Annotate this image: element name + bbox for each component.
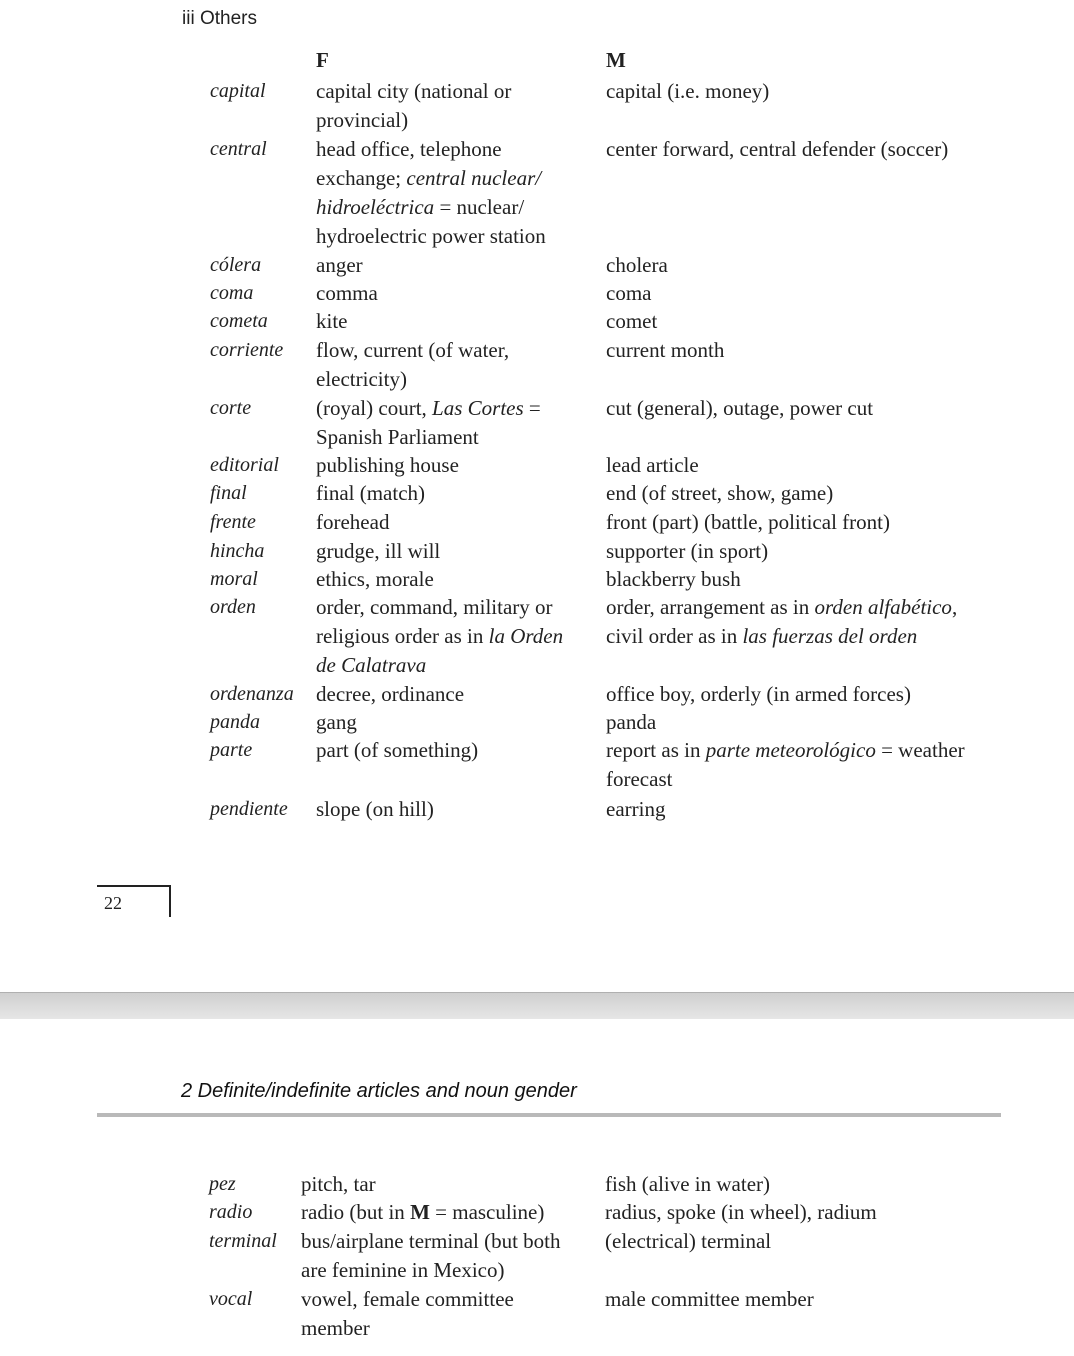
masculine-meaning: panda	[606, 710, 657, 734]
spanish-term: hincha	[210, 540, 265, 562]
masculine-meaning: radius, spoke (in wheel), radium	[605, 1200, 877, 1224]
feminine-meaning: final (match)	[316, 481, 426, 505]
masculine-meaning: office boy, orderly (in armed forces)	[606, 682, 911, 706]
feminine-meaning: kite	[316, 309, 348, 333]
spanish-term: coma	[210, 282, 254, 304]
feminine-meaning: vowel, female committee member	[301, 1287, 514, 1340]
feminine-meaning: anger	[316, 253, 363, 277]
spanish-term: vocal	[209, 1288, 253, 1310]
spanish-term: central	[210, 138, 267, 160]
masculine-meaning: comet	[606, 309, 658, 333]
spanish-term: cólera	[210, 254, 262, 276]
masculine-meaning: blackberry bush	[606, 567, 741, 591]
spanish-term: corriente	[210, 339, 284, 361]
spanish-term: pez	[209, 1173, 236, 1195]
masculine-meaning: coma	[606, 281, 652, 305]
feminine-meaning: ethics, morale	[316, 567, 434, 591]
spanish-term: capital	[210, 80, 266, 102]
page-divider	[0, 992, 1074, 1019]
spanish-term: radio	[209, 1201, 253, 1223]
spanish-term: moral	[210, 568, 258, 590]
spanish-term: parte	[210, 739, 253, 761]
feminine-meaning: capital city (national or provincial)	[316, 79, 512, 132]
masculine-meaning: (electrical) terminal	[605, 1229, 772, 1253]
spanish-term: editorial	[210, 454, 279, 476]
column-header-masculine: M	[606, 48, 626, 72]
spanish-term: cometa	[210, 310, 268, 332]
masculine-meaning: supporter (in sport)	[606, 539, 769, 563]
feminine-meaning: publishing house	[316, 453, 459, 477]
spanish-term: terminal	[209, 1230, 277, 1252]
spanish-term: pendiente	[210, 798, 288, 820]
feminine-meaning: gang	[316, 710, 357, 734]
feminine-meaning: pitch, tar	[301, 1172, 376, 1196]
chapter-rule	[97, 1113, 1001, 1117]
feminine-meaning: forehead	[316, 510, 390, 534]
masculine-meaning: order, arrangement as in orden alfabético, civil order as in las fuerzas del orden	[606, 595, 958, 648]
spanish-term: orden	[210, 596, 256, 618]
spanish-term: corte	[210, 397, 252, 419]
masculine-meaning: cholera	[606, 253, 668, 277]
masculine-meaning: front (part) (battle, political front)	[606, 510, 890, 534]
masculine-meaning: capital (i.e. money)	[606, 79, 770, 103]
chapter-title: 2 Definite/indefinite articles and noun gender	[181, 1080, 577, 1102]
masculine-meaning: current month	[606, 338, 725, 362]
feminine-meaning: slope (on hill)	[316, 797, 434, 821]
feminine-meaning: part (of something)	[316, 738, 479, 762]
column-header-feminine: F	[316, 48, 329, 72]
feminine-meaning: decree, ordinance	[316, 682, 465, 706]
masculine-meaning: cut (general), outage, power cut	[606, 396, 874, 420]
feminine-meaning: bus/airplane terminal (but both are feminine in Mexico)	[301, 1229, 561, 1282]
masculine-meaning: male committee member	[605, 1287, 814, 1311]
masculine-meaning: lead article	[606, 453, 699, 477]
spanish-term: frente	[210, 511, 256, 533]
masculine-meaning: center forward, central defender (soccer)	[606, 137, 949, 161]
spanish-term: ordenanza	[210, 683, 294, 705]
section-heading: iii Others	[182, 8, 257, 29]
feminine-meaning: (royal) court, Las Cortes = Spanish Parliament	[316, 396, 541, 449]
page-number: 22	[104, 893, 122, 913]
spanish-term: final	[210, 482, 247, 504]
feminine-meaning: order, command, military or religious order as in la Orden de Calatrava	[316, 595, 564, 677]
spanish-term: panda	[210, 711, 260, 733]
masculine-meaning: fish (alive in water)	[605, 1172, 771, 1196]
feminine-meaning: comma	[316, 281, 378, 305]
masculine-meaning: earring	[606, 797, 666, 821]
feminine-meaning: grudge, ill will	[316, 539, 441, 563]
feminine-meaning: flow, current (of water, electricity)	[316, 338, 510, 391]
feminine-meaning: head office, telephone exchange; central nuclear/ hidroeléctrica = nuclear/ hydroelectric power station	[316, 137, 546, 248]
masculine-meaning: report as in parte meteorológico = weather forecast	[606, 738, 965, 791]
feminine-meaning: radio (but in M = masculine)	[301, 1200, 545, 1224]
masculine-meaning: end (of street, show, game)	[606, 481, 834, 505]
